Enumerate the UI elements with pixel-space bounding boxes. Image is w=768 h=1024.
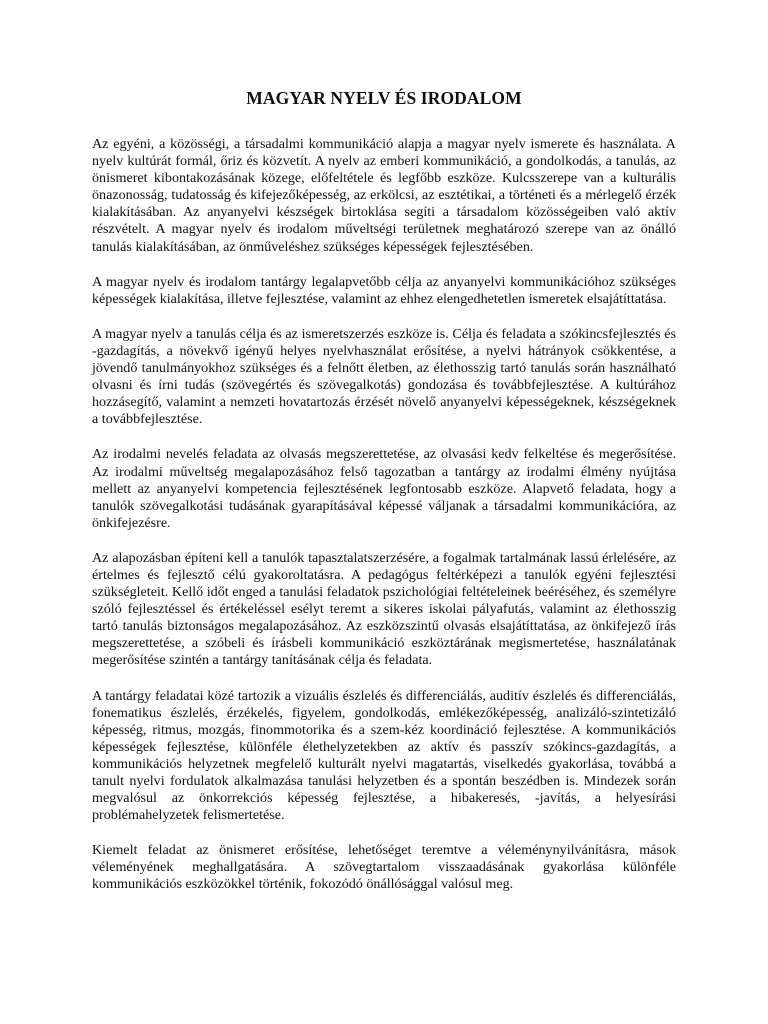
- paragraph-7: Kiemelt feladat az önismeret erősítése, lehetőséget teremtve a véleménynyilvánításra, mások véleményének meghallgatására. A szövegtartalom visszaadásának gyakorlása különféle kommunikációs eszközökkel történik, fokozódó önállósággal valósul meg.: [92, 842, 676, 893]
- paragraph-4: Az irodalmi nevelés feladata az olvasás megszerettetése, az olvasási kedv felkeltése és megerősítése. Az irodalmi műveltség megalapozásához felső tagozatban a tantárgy az irodalmi élmény nyújtása mellett az anyanyelvi kompetencia fejlesztésének legfontosabb eszköze. Alapvető feladata, hogy a tanulók szövegalkotási tudásának gyarapításával képessé váljanak a társadalmi kommunikációra, az önkifejezésre.: [92, 446, 676, 531]
- paragraph-6: A tantárgy feladatai közé tartozik a vizuális észlelés és differenciálás, auditív észlelés és differenciálás, fonematikus észlelés, érzékelés, figyelem, gondolkodás, emlékezőképesség, analizáló-szintetizáló képesség, ritmus, mozgás, finommotorika és a szem-kéz koordináció fejlesztése. A kommunikációs képességek fejlesztése, különféle élethelyzetekben az aktív és passzív szókincs-gazdagítás, a kommunikációs helyzetnek megfelelő kulturált nyelvi magatartás, viselkedés gyakorlása, továbbá a tanult nyelvi fordulatok alkalmazása tanulási helyzetben és a spontán beszédben is. Mindezek során megvalósul az önkorrekciós képesség fejlesztése, a hibakeresés, -javítás, a helyesírási problémahelyzetek felismertetése.: [92, 687, 676, 824]
- paragraph-5: Az alapozásban építeni kell a tanulók tapasztalatszerzésére, a fogalmak tartalmának lassú érlelésére, az értelmes és fejlesztő célú gyakoroltatásra. A pedagógus feltérképezi a tanulók egyéni fejlesztési szükségleteit. Kellő időt enged a tanulási feladatok pszichológiai feltételeinek beéréséhez, és személyre szóló fejlesztéssel és értékeléssel esélyt teremt a sikeres iskolai pályafutás, valamint az élethosszig tartó tanulás biztonságos megalapozásához. Az eszközszintű olvasás elsajátíttatása, az önkifejező írás megszerettetése, a szóbeli és írásbeli kommunikáció eszköztárának megismertetése, használatának megerősítése szintén a tantárgy tanításának célja és feladata.: [92, 549, 676, 669]
- paragraph-1: Az egyéni, a közösségi, a társadalmi kommunikáció alapja a magyar nyelv ismerete és használata. A nyelv kultúrát formál, őriz és közvetít. A nyelv az emberi kommunikáció, a gondolkodás, a tanulás, az önismeret kibontakozásának közege, előfeltétele és legfőbb eszköze. Kulcsszerepe van a kulturális önazonosság, tudatosság és kifejezőképesség, az erkölcsi, az esztétikai, a történeti és a mérlegelő érzék kialakításában. Az anyanyelvi készségek birtoklása segíti a társadalom közösségeiben való aktív részvételt. A magyar nyelv és irodalom műveltségi területnek meghatározó szerepe van az önálló tanulás kialakításában, az önműveléshez szükséges képességek fejlesztésében.: [92, 136, 676, 255]
- document-page: [92, 0, 676, 912]
- paragraph-3: A magyar nyelv a tanulás célja és az ismeretszerzés eszköze is. Célja és feladata a szókincsfejlesztés és -gazdagítás, a növekvő igényű helyes nyelvhasználat erősítése, a nyelvi hátrányok csökkentése, a jövendő tanulmányokhoz szükséges és a felnőtt életben, az élethosszig tartó tanulás során használható olvasni és írni tudás (szövegértés és szövegalkotás) gondozása és továbbfejlesztése. A kultúrához hozzásegítő, valamint a nemzeti hovatartozás érzését növelő anyanyelvi képességeknek, készségeknek a továbbfejlesztése.: [92, 325, 676, 428]
- document-body: [92, 136, 676, 894]
- paragraph-2: A magyar nyelv és irodalom tantárgy legalapvetőbb célja az anyanyelvi kommunikációhoz szükséges képességek kialakítása, illetve fejlesztése, valamint az ehhez elengedhetetlen ismeretek elsajátíttatása.: [92, 273, 676, 307]
- document-title: MAGYAR NYELV ÉS IRODALOM: [246, 88, 522, 108]
